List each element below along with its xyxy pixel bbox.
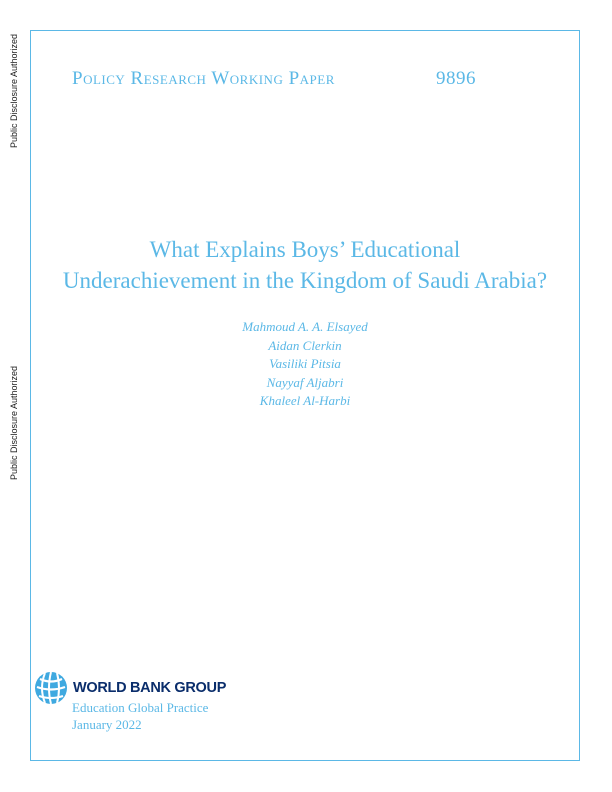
practice-name: Education Global Practice bbox=[72, 700, 209, 715]
paper-title bbox=[30, 234, 580, 296]
title-line-2: Underachievement in the Kingdom of Saudi Arabia? bbox=[62, 268, 548, 293]
publication-date: January 2022 bbox=[72, 717, 142, 732]
author-name: Aidan Clerkin bbox=[268, 337, 342, 353]
author-name: Vasiliki Pitsia bbox=[269, 356, 341, 371]
disclosure-label-top: Public Disclosure Authorized bbox=[9, 33, 19, 148]
disclosure-label-bottom: Public Disclosure Authorized bbox=[9, 365, 19, 480]
title-line-1: What Explains Boys’ Educational bbox=[149, 237, 461, 262]
author-list bbox=[30, 318, 580, 411]
author-name: Nayyaf Aljabri bbox=[266, 374, 344, 390]
author-name: Khaleel Al-Harbi bbox=[259, 393, 351, 408]
logo-wordmark: WORLD BANK GROUP bbox=[73, 680, 227, 696]
series-title: Policy Research Working Paper bbox=[72, 68, 335, 89]
paper-number: 9896 bbox=[436, 68, 476, 89]
globe-icon bbox=[33, 670, 69, 706]
author-name: Mahmoud A. A. Elsayed bbox=[242, 319, 368, 334]
